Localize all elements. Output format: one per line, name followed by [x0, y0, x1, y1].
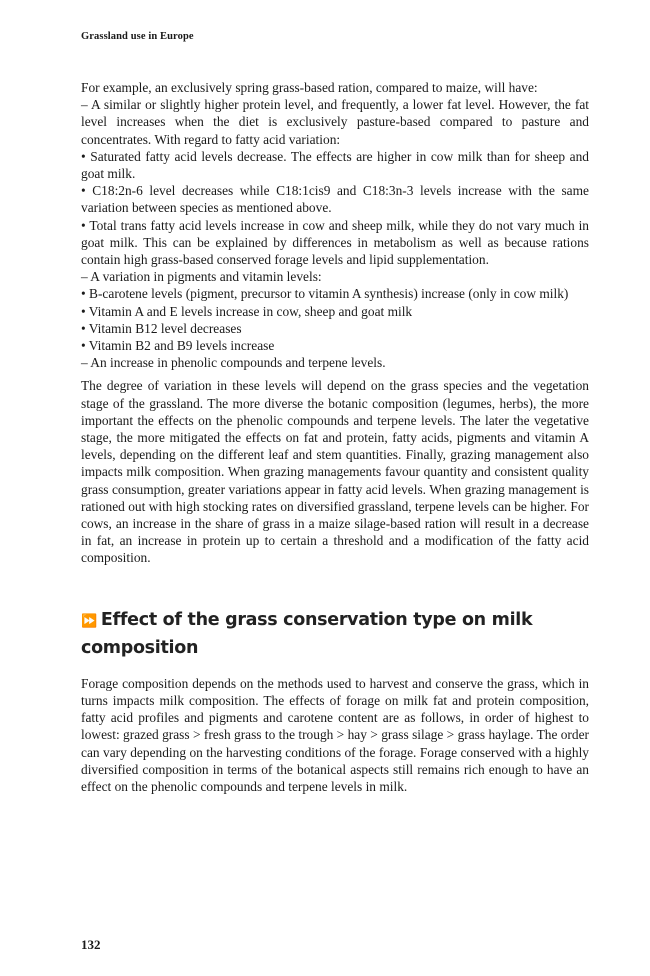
section-heading	[81, 607, 589, 661]
bullet-saturated-fatty-acids: • Saturated fatty acid levels decrease. The effects are higher in cow milk than for sheep and goat milk.	[81, 148, 589, 182]
dash-item-protein-fat: – A similar or slightly higher protein level, and frequently, a lower fat level. However, the fat level increases when the diet is exclusively pasture-based compared to pasture and concentrates. With regard to fatty acid variation:	[81, 97, 589, 147]
bullet-c18-levels: • C18:2n-6 level decreases while C18:1cis9 and C18:3n-3 levels increase with the same variation between species as mentioned above.	[81, 183, 589, 216]
page-number: 132	[81, 937, 101, 952]
bullet-b-carotene: • B-carotene levels (pigment, precursor to vitamin A synthesis) increase (only in cow milk)	[81, 286, 569, 302]
bullet-vitamin-b12: • Vitamin B12 level decreases	[81, 320, 242, 336]
dash-item-pigments-vitamins: – A variation in pigments and vitamin levels:	[81, 269, 322, 285]
dash-item-phenolic-terpene: – An increase in phenolic compounds and terpene levels.	[81, 355, 386, 371]
body-paragraph-vegetation: The degree of variation in these levels will depend on the grass species and the vegetation stage of the grassland. The more diverse the botanic composition (legumes, herbs), the more important the effects on the phenolic compounds and terpene levels. The later the vegetative stage, the more mitigated the effects on fat and protein, fatty acids, pigments and vitamin A levels, depending on the different leaf and stem quantities. Finally, grazing management also impacts milk composition. When grazing managements favour quantity and consistent quality grass consumption, greater variations appear in fatty acid levels. When grazing management is rationed out with high stocking rates on diversified grassland, terpene levels can be higher. For cows, an increase in the share of grass in a maize silage-based ration will result in a decrease in fat, an increase in protein up to certain a threshold and a modification of the fatty acid composition.	[81, 378, 589, 566]
section-heading-text: Effect of the grass conservation type on milk composition	[81, 609, 533, 658]
bullet-vitamin-a-e: • Vitamin A and E levels increase in cow, sheep and goat milk	[81, 303, 413, 319]
bullet-trans-fatty-acids: • Total trans fatty acid levels increase in cow and sheep milk, while they do not vary much in goat milk. This can be explained by differences in metabolism as well as because rations contain high grass-based conserved forage levels and lipid supplementation.	[81, 217, 589, 268]
bullet-vitamin-b2-b9: • Vitamin B2 and B9 levels increase	[81, 338, 275, 354]
fast-forward-icon: ⏩	[81, 613, 97, 629]
page-body	[81, 79, 589, 795]
intro-paragraph: For example, an exclusively spring grass-based ration, compared to maize, will have:	[81, 80, 538, 95]
running-head: Grassland use in Europe	[81, 31, 194, 42]
body-paragraph-conservation: Forage composition depends on the methods used to harvest and conserve the grass, which in turns impacts milk composition. The effects of forage on milk fat and protein composition, fatty acid profiles and pigments and carotene content are as follows, in order of highest to lowest: grazed grass > fresh grass to the trough > hay > grass silage > grass haylage. The order can vary depending on the harvesting conditions of the forage. Forage conserved with a highly diversified composition in terms of the botanical aspects still remains rich enough to have an effect on the phenolic compounds and terpene levels in milk.	[81, 675, 589, 794]
